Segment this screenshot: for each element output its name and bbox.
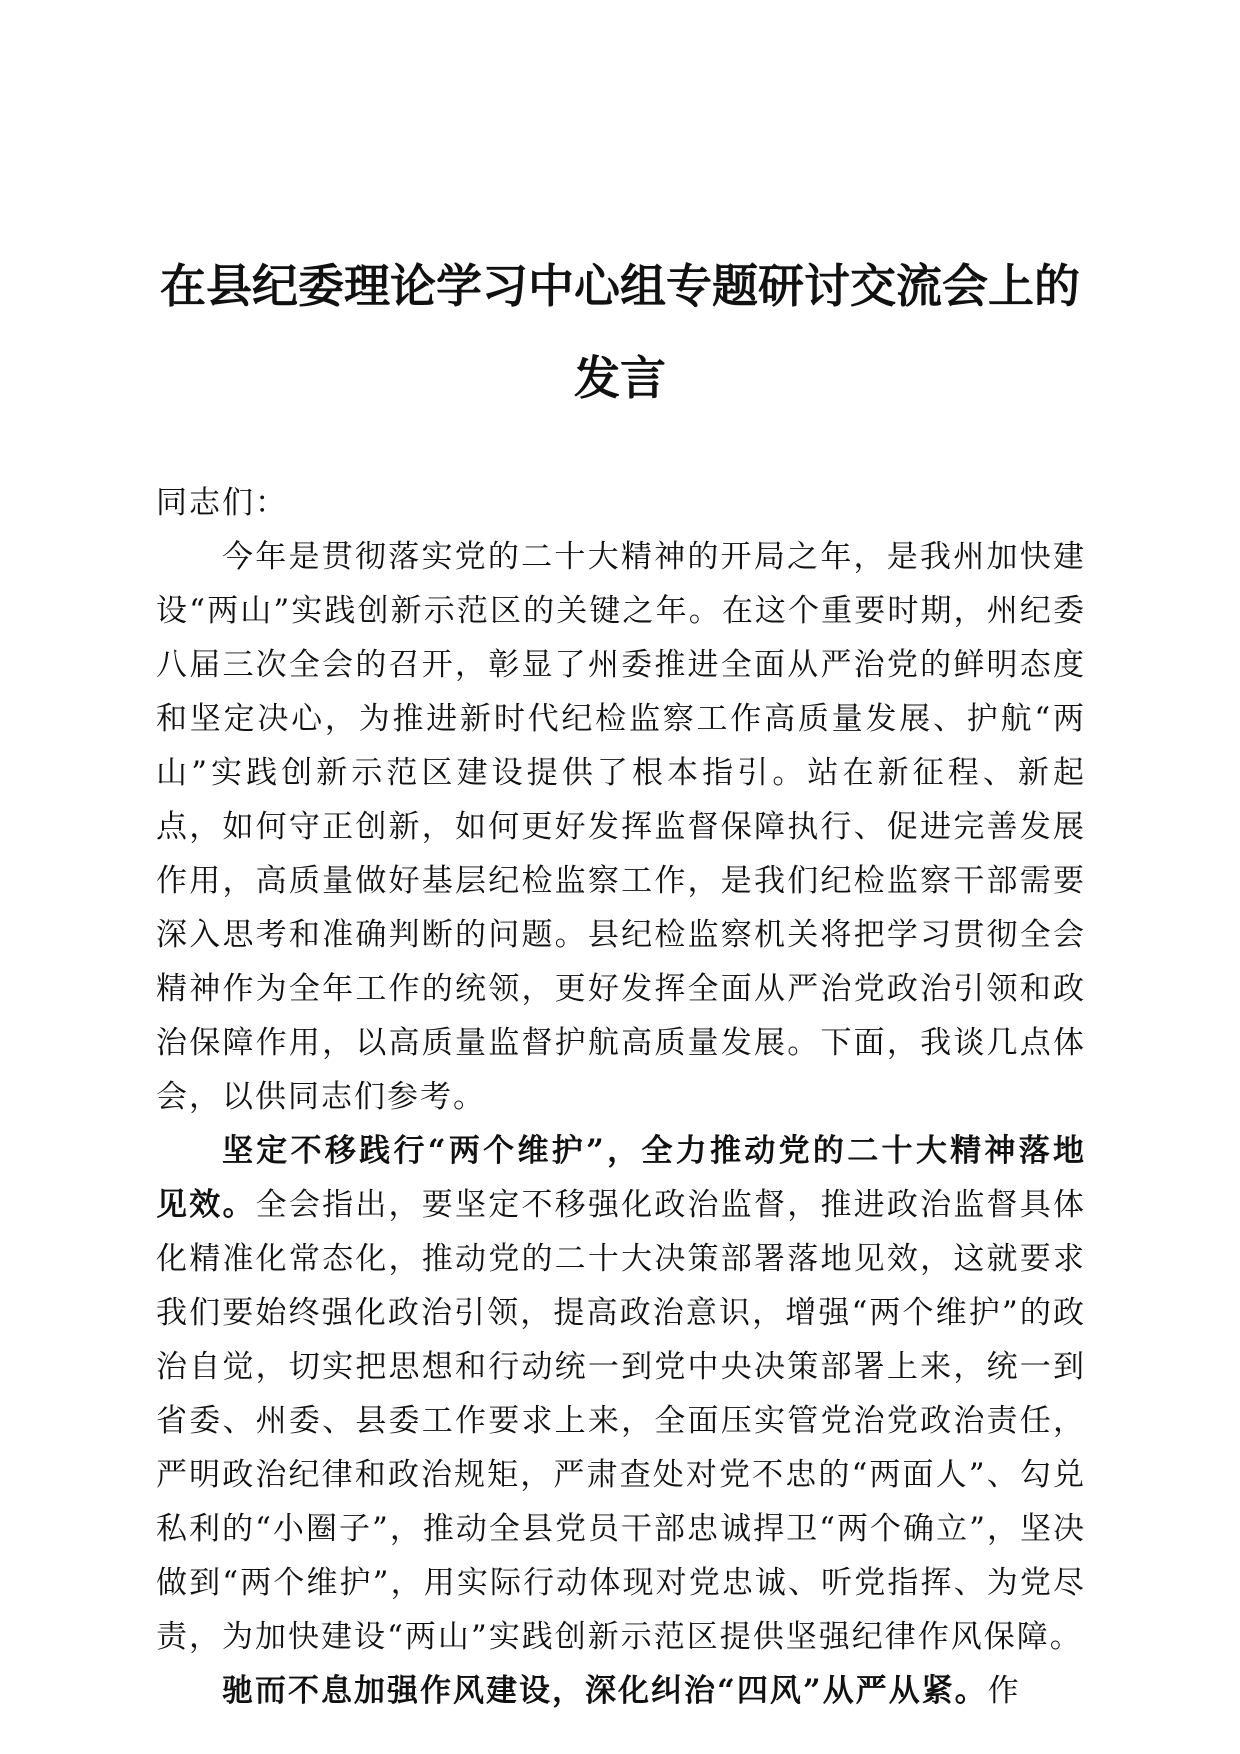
section-2-text: 作 bbox=[987, 1673, 1021, 1709]
section-1-text: 全会指出，要坚定不移强化政治监督，推进政治监督具体化精准化常态化，推动党的二十大决策部署落地见效，这就要求我们要始终强化政治引领，提高政治意识，增强“两个维护”的政治自觉，切实把思想和行动统一到党中央决策部署上来，统一到省委、州委、县委工作要求上来，全面压实管党治党政治责任，严明政治纪律和政治规矩，严肃查处对党不忠的“两面人”、勾兑私利的“小圈子”，推动全县党员干部忠诚捍卫“两个确立”，坚决做到“两个维护”，用实际行动体现对党忠诚、听党指挥、为党尽责，为加快建设“两山”实践创新示范区提供坚强纪律作风保障。 bbox=[156, 1187, 1087, 1655]
salutation: 同志们： bbox=[156, 485, 288, 521]
document-title-line-1: 在县纪委理论学习中心组专题研讨交流会上的 bbox=[160, 259, 1080, 313]
document-title-line-2: 发言 bbox=[574, 351, 666, 405]
section-1-heading: 坚定不移践行“两个维护”，全力推动党的二十大精神落地见效。 bbox=[156, 1133, 1086, 1223]
paragraph-intro: 今年是贯彻落实党的二十大精神的开局之年，是我州加快建设“两山”实践创新示范区的关键之年。在这个重要时期，州纪委八届三次全会的召开，彰显了州委推进全面从严治党的鲜明态度和坚定决心，为推进新时代纪检监察工作高质量发展、护航“两山”实践创新示范区建设提供了根本指引。站在新征程、新起点，如何守正创新，如何更好发挥监督保障执行、促进完善发展作用，高质量做好基层纪检监察工作，是我们纪检监察干部需要深入思考和准确判断的问题。县纪检监察机关将把学习贯彻全会精神作为全年工作的统领，更好发挥全面从严治党政治引领和政治保障作用，以高质量监督护航高质量发展。下面，我谈几点体会，以供同志们参考。 bbox=[156, 539, 1086, 1115]
paragraph-section-2 bbox=[156, 1664, 1086, 1718]
paragraph-section-1 bbox=[156, 1124, 1086, 1664]
section-2-heading: 驰而不息加强作风建设，深化纠治“四风”从严从紧。 bbox=[222, 1673, 988, 1709]
document-body bbox=[156, 476, 1086, 1718]
